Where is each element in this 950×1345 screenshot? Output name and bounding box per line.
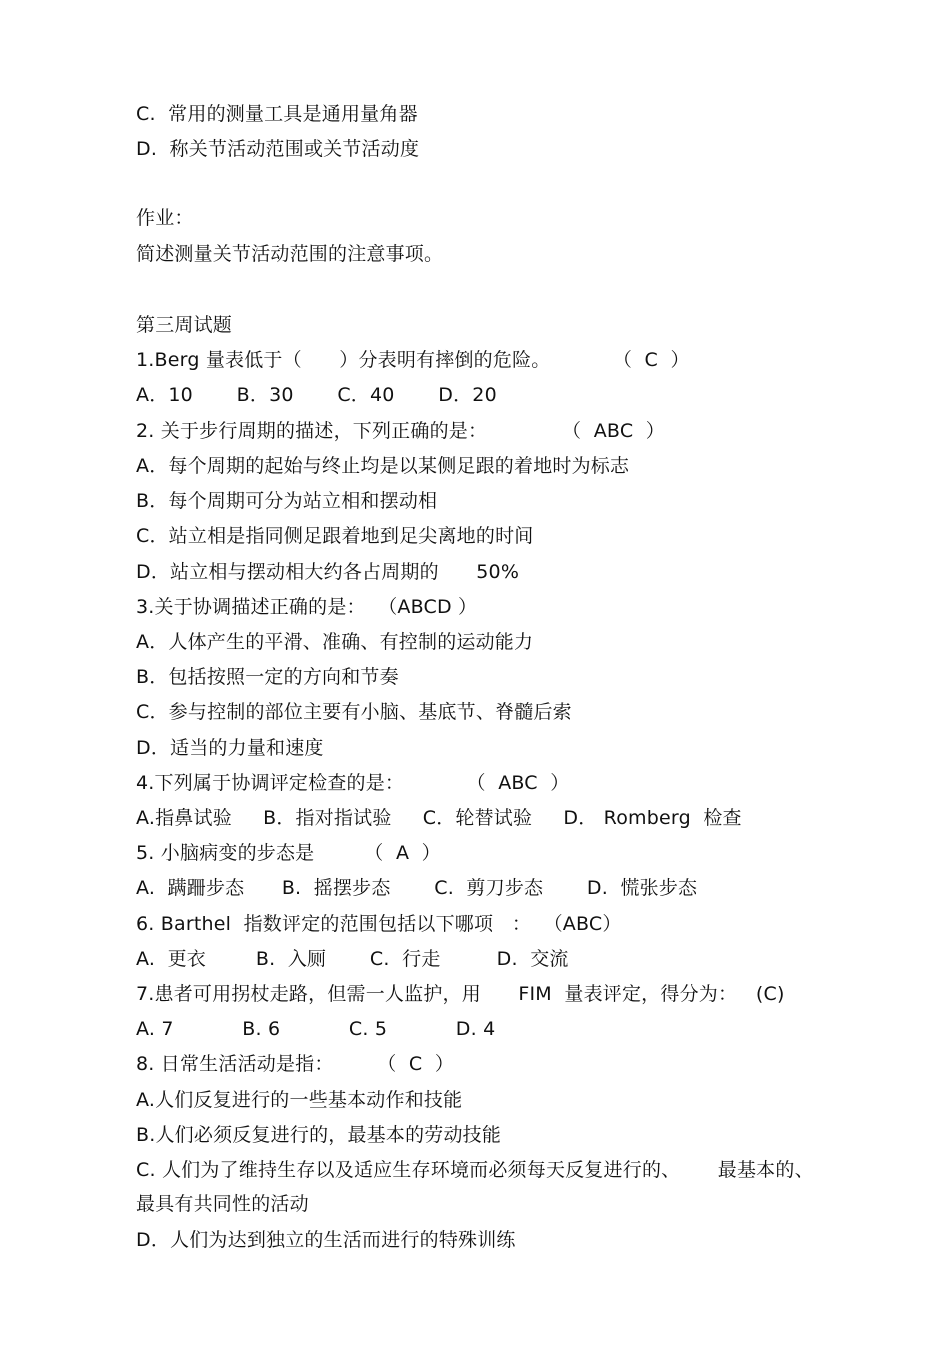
question-3-option-d: D．适当的力量和速度 <box>136 737 324 759</box>
option-c-text: C. 常用的测量工具是通用量角器 <box>136 103 418 125</box>
question-1: 1.Berg 量表低于（ ）分表明有摔倒的危险。 （ C ） <box>136 349 690 371</box>
question-3-option-b: B．包括按照一定的方向和节奏 <box>136 666 399 688</box>
question-6: 6. Barthel 指数评定的范围包括以下哪项 ： （ABC） <box>136 913 622 935</box>
question-2: 2. 关于步行周期的描述，下列正确的是： （ ABC ） <box>136 420 665 442</box>
question-3-option-a: A．人体产生的平滑、准确、有控制的运动能力 <box>136 631 534 653</box>
option-d-text: D. 称关节活动范围或关节活动度 <box>136 138 420 160</box>
question-8-option-c-continued: 最具有共同性的活动 <box>136 1193 309 1215</box>
question-8-option-a: A.人们反复进行的一些基本动作和技能 <box>136 1089 463 1111</box>
question-5-options: A. 蹒跚步态 B. 摇摆步态 C. 剪刀步态 D. 慌张步态 <box>136 877 698 899</box>
question-2-option-b: B．每个周期可分为站立相和摆动相 <box>136 490 438 512</box>
question-6-options: A. 更衣 B. 入厕 C. 行走 D. 交流 <box>136 948 569 970</box>
question-8: 8. 日常生活活动是指： （ C ） <box>136 1053 455 1075</box>
question-7-options: A. 7 B. 6 C. 5 D. 4 <box>136 1018 496 1040</box>
question-5: 5. 小脑病变的步态是 （ A ） <box>136 842 441 864</box>
question-2-option-d: D．站立相与摆动相大约各占周期的 50% <box>136 561 520 583</box>
question-3: 3.关于协调描述正确的是： （ABCD ） <box>136 596 478 618</box>
question-8-option-b: B.人们必须反复进行的，最基本的劳动技能 <box>136 1124 502 1146</box>
question-8-option-d: D．人们为达到独立的生活而进行的特殊训练 <box>136 1229 516 1251</box>
question-4-options: A.指鼻试验 B．指对指试验 C．轮替试验 D． Romberg 检查 <box>136 807 742 829</box>
question-2-option-a: A．每个周期的起始与终止均是以某侧足跟的着地时为标志 <box>136 455 630 477</box>
question-1-options: A．10 B．30 C．40 D．20 <box>136 384 497 406</box>
question-8-option-c: C. 人们为了维持生存以及适应生存环境而必须每天反复进行的、 最基本的、 <box>136 1159 814 1181</box>
question-4: 4.下列属于协调评定检查的是： （ ABC ） <box>136 772 570 794</box>
homework-heading: 作业： <box>136 207 194 229</box>
section-title: 第三周试题 <box>136 314 233 336</box>
question-3-option-c: C．参与控制的部位主要有小脑、基底节、脊髓后索 <box>136 701 572 723</box>
homework-text: 简述测量关节活动范围的注意事项。 <box>136 243 444 265</box>
question-7: 7.患者可用拐杖走路，但需一人监护，用 FIM 量表评定，得分为： (C) <box>136 983 785 1005</box>
question-2-option-c: C．站立相是指同侧足跟着地到足尖离地的时间 <box>136 525 534 547</box>
